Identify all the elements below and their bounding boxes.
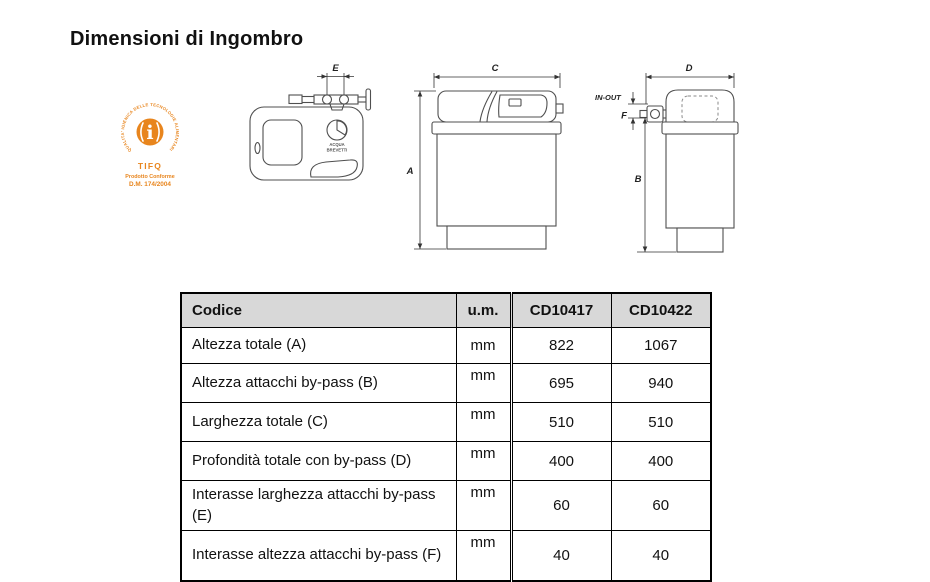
tifq-certification-logo xyxy=(108,94,196,196)
drawing-top-view xyxy=(250,63,371,180)
row-value-cd10422: 940 xyxy=(611,364,711,403)
row-value-cd10417: 510 xyxy=(511,403,611,442)
row-unit: mm xyxy=(456,328,511,364)
table-row xyxy=(181,328,711,364)
row-value-cd10422: 400 xyxy=(611,442,711,481)
row-value-cd10422: 40 xyxy=(611,531,711,582)
drawing-side-view xyxy=(595,63,738,252)
table-header-row xyxy=(181,293,711,328)
row-value-cd10417: 60 xyxy=(511,481,611,531)
dimension-c xyxy=(434,63,560,88)
row-label: Larghezza totale (C) xyxy=(181,403,456,442)
logo-ring-text: QUALITA' IGIENICA DELLE TECNOLOGIE ALIMENTARI xyxy=(119,101,181,154)
row-unit: mm xyxy=(456,364,511,403)
row-value-cd10417: 40 xyxy=(511,531,611,582)
dimension-e xyxy=(317,63,354,95)
table-row xyxy=(181,481,711,531)
header-codice: Codice xyxy=(181,293,456,328)
table-row xyxy=(181,531,711,582)
row-unit: mm xyxy=(456,442,511,481)
dim-label-f: F xyxy=(621,110,627,122)
row-label: Altezza totale (A) xyxy=(181,328,456,364)
logo-conformity-text: Prodotto Conforme xyxy=(125,174,175,180)
table-row xyxy=(181,364,711,403)
row-value-cd10417: 695 xyxy=(511,364,611,403)
row-unit: mm xyxy=(456,403,511,442)
row-label: Altezza attacchi by-pass (B) xyxy=(181,364,456,403)
dimensions-table xyxy=(180,292,712,582)
logo-i-glyph: i xyxy=(146,122,154,144)
header-cd10417: CD10417 xyxy=(511,293,611,328)
table-row xyxy=(181,442,711,481)
drawing-front-view xyxy=(406,63,563,249)
row-label: Interasse altezza attacchi by-pass (F) xyxy=(181,531,456,582)
logo-name: TIFQ xyxy=(137,161,163,171)
row-value-cd10422: 510 xyxy=(611,403,711,442)
row-value-cd10422: 60 xyxy=(611,481,711,531)
page-title: Dimensioni di Ingombro xyxy=(70,28,304,50)
dim-label-a: A xyxy=(406,166,414,177)
brand-name-line2: BREVETTI xyxy=(326,147,348,153)
header-cd10422: CD10422 xyxy=(611,293,711,328)
row-value-cd10417: 400 xyxy=(511,442,611,481)
brand-name-line1: ACQUA xyxy=(329,142,345,147)
row-unit: mm xyxy=(456,531,511,582)
row-unit: mm xyxy=(456,481,511,531)
dim-label-d: D xyxy=(685,63,693,74)
row-value-cd10422: 1067 xyxy=(611,328,711,364)
row-value-cd10417: 822 xyxy=(511,328,611,364)
dim-label-e: E xyxy=(332,63,339,74)
technical-drawings xyxy=(240,60,770,272)
logo-decree-text: D.M. 174/2004 xyxy=(129,181,171,188)
dim-label-b: B xyxy=(634,174,642,185)
dim-label-c: C xyxy=(491,63,499,74)
table-row xyxy=(181,403,711,442)
in-out-label: IN-OUT xyxy=(595,93,621,102)
row-label: Interasse larghezza attacchi by-pass (E) xyxy=(181,481,456,531)
header-um: u.m. xyxy=(456,293,511,328)
row-label: Profondità totale con by-pass (D) xyxy=(181,442,456,481)
